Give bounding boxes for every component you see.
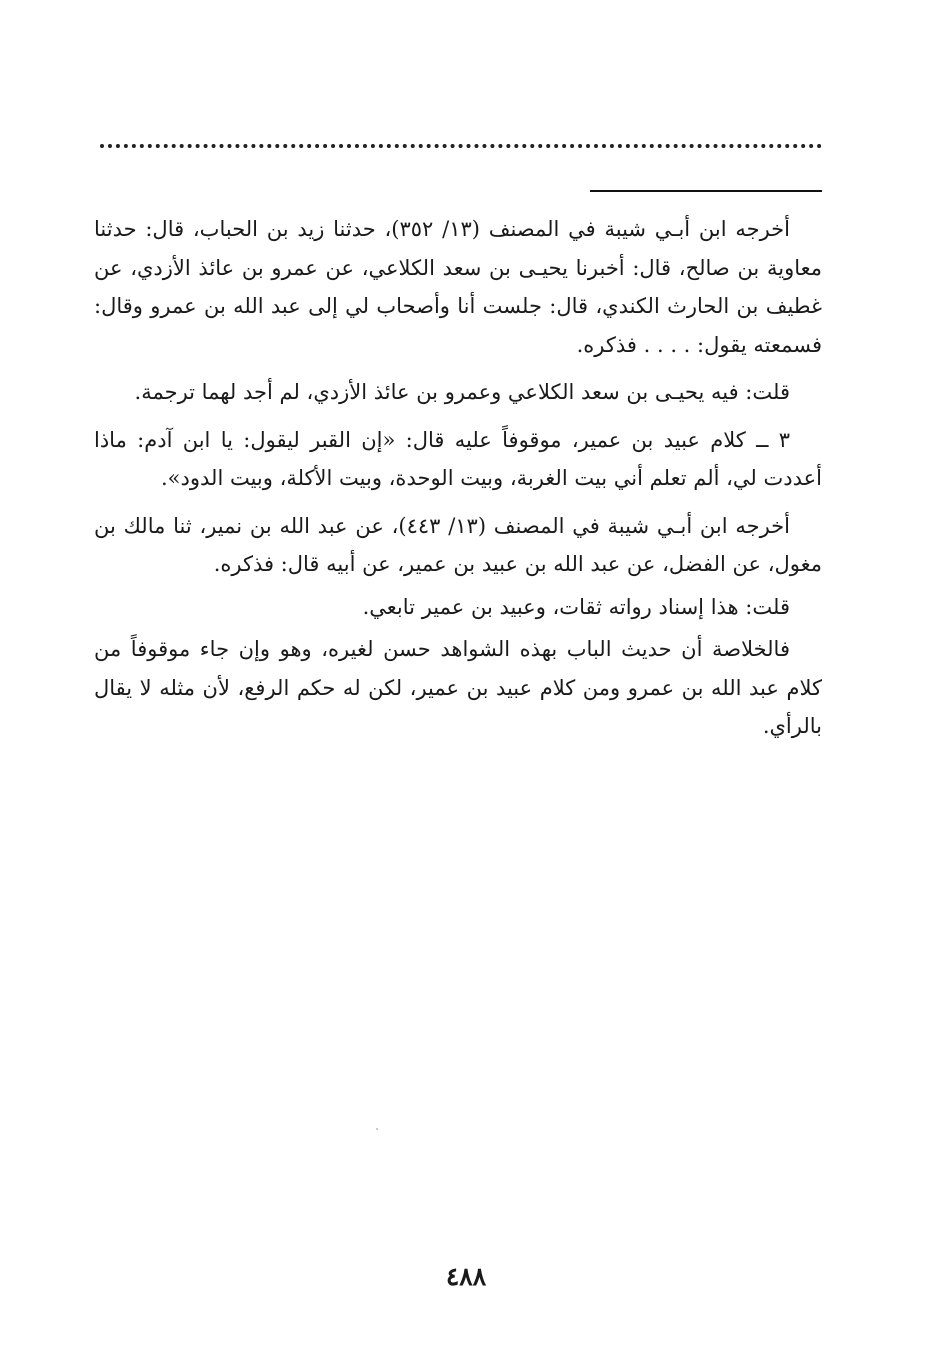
paragraph-takhrij-2: أخرجه ابن أبـي شيبة في المصنف (١٣/ ٤٤٣)، عن عبد الله بن نمير، ثنا مالك بن مغول، عن الفضل، عن عبد الله بن عبيد بن عمير، عن أبيه قال: فذكره. bbox=[94, 513, 822, 576]
paragraph-conclusion: فالخلاصة أن حديث الباب بهذه الشواهد حسن لغيره، وهو وإن جاء موقوفاً من كلام عبد الله بن عمرو ومن كلام عبيد بن عمير، لكن له حكم الرفع، لأن مثله لا يقال بالرأي. bbox=[94, 637, 822, 738]
paragraph-takhrij-1: أخرجه ابن أبـي شيبة في المصنف (١٣/ ٣٥٢)، حدثنا زيد بن الحباب، قال: حدثنا معاوية بن صالح، قال: أخبرنا يحيـى بن سعد الكلاعي، عن عمرو بن عائذ الأزدي، عن غطيف بن الحارث الكندي، قال: جلست أنا وأصحاب لي إلى عبد الله بن عمرو وقال: فسمعته يقول: . . . . فذكره. bbox=[94, 217, 822, 357]
footnote-rule bbox=[590, 190, 822, 192]
page-number: ٤٨٨ bbox=[445, 1262, 487, 1291]
scan-speck bbox=[376, 1128, 378, 1130]
paragraph-comment-2: قلت: هذا إسناد رواته ثقات، وعبيد بن عمير تابعي. bbox=[362, 594, 790, 619]
paragraph-item-3: ٣ ــ كلام عبيد بن عمير، موقوفاً عليه قال: «إن القبر ليقول: يا ابن آدم: ماذا أعددت لي، ألم تعلم أني بيت الغربة، وبيت الوحدة، وبيت الأكلة، وبيت الدود». bbox=[94, 427, 822, 490]
paragraph-comment-1: قلت: فيه يحيـى بن سعد الكلاعي وعمرو بن عائذ الأزدي، لم أجد لهما ترجمة. bbox=[134, 380, 790, 404]
body-text bbox=[94, 210, 822, 755]
dotted-separator bbox=[100, 134, 822, 148]
